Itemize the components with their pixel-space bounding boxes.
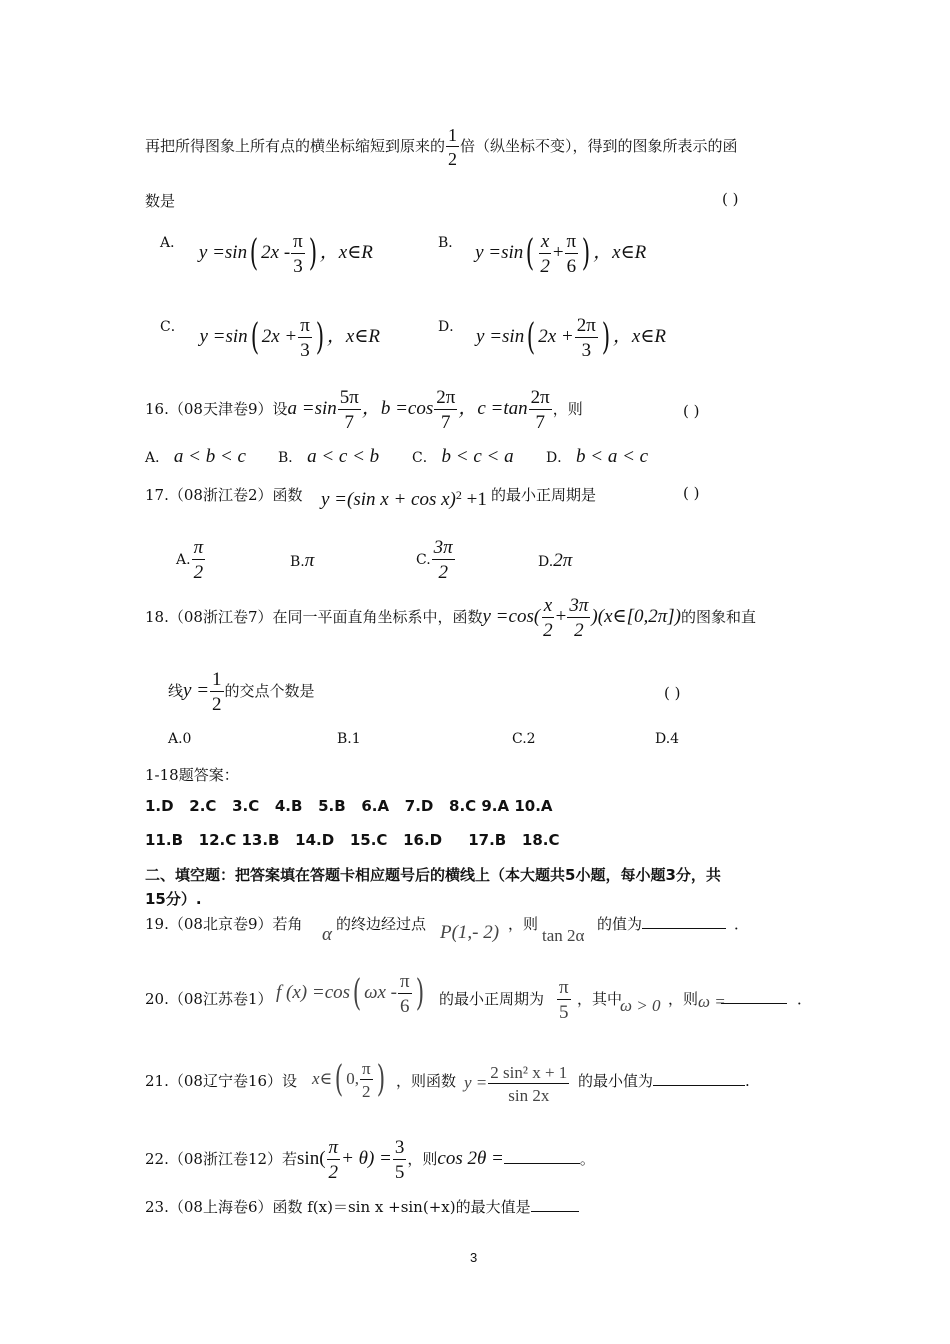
intro-text-2: 倍（纵坐标不变），得到的图象所表示的函	[460, 137, 738, 155]
q20-stem: 20.（08江苏卷1）	[145, 990, 273, 1008]
q20-then: ，则	[668, 990, 699, 1008]
answers-row-2: 11.B 12.C 13.B 14.D 15.C 16.D 17.B 18.C	[145, 831, 560, 849]
section-2-heading: 二、填空题：把答案填在答题卡相应题号后的横线上（本大题共5小题，每小题3分，共	[145, 866, 721, 884]
q15-option-c: C． y =sin( 2x + $\frac{\pi}{3}$ ) ，x∈R	[160, 315, 380, 361]
q18-option-d: D.4	[655, 731, 680, 747]
q21-mid: ，则函数	[396, 1072, 457, 1090]
q17-expression: y =(sin x + cos x)$^2$ +1	[321, 488, 487, 510]
q15-option-b: B． y =sin( $\frac{x}{2}$ + $\frac{\pi}{6}$ ) ，x∈R	[438, 231, 647, 277]
intro-line-1	[145, 126, 738, 168]
q17-option-c: C. $\frac{3\pi}{2}$	[416, 537, 453, 583]
q17-option-b: B.π	[290, 550, 315, 571]
q18-option-c: C.2	[512, 731, 536, 747]
answer-paren: ( )	[722, 190, 739, 208]
q19-answer-blank[interactable]	[642, 914, 726, 929]
q17-paren: ( )	[683, 484, 700, 502]
q18-paren: ( )	[664, 684, 681, 702]
fraction-half: $\frac{1}{2}$	[448, 125, 458, 169]
q20-omega: ω =	[698, 992, 726, 1011]
q23-answer-blank[interactable]	[531, 1197, 579, 1212]
q18-option-a: A.0	[168, 731, 192, 747]
q16-paren: ( )	[683, 402, 700, 420]
q19-then: ，则	[508, 915, 539, 933]
q21-answer-blank[interactable]	[653, 1071, 745, 1086]
q16-option-d: D． b < a < c	[546, 446, 649, 467]
q17-stem: 17.（08浙江卷2）函数	[145, 486, 303, 504]
page-number: 3	[470, 1250, 478, 1265]
answers-row-1: 1.D 2.C 3.C 4.B 5.B 6.A 7.D 8.C 9.A 10.A	[145, 797, 553, 815]
q19-point: P(1,- 2)	[440, 922, 500, 943]
q21-stem: 21.（08辽宁卷16）设	[145, 1072, 298, 1090]
q18-option-b: B.1	[337, 731, 361, 747]
q20-function: f (x) =cos( ωx - $\frac{\pi}{6}$ )	[276, 971, 424, 1017]
section-2-heading-2: 15分）.	[145, 890, 202, 908]
answers-title: 1-18题答案：	[145, 766, 239, 784]
q22-answer-blank[interactable]	[504, 1149, 580, 1164]
q16-option-a: A． a < b < c	[145, 446, 246, 467]
q19-alpha: α	[322, 924, 332, 945]
q15-option-d: D． y =sin( 2x + $\frac{2\pi}{3}$ ) ，x∈R	[438, 315, 667, 361]
q17-tail: 的最小正周期是	[491, 486, 597, 504]
q23-stem: 23.（08上海卷6）函数 f(x)＝sin x +sin(+x)的最大值是	[145, 1196, 579, 1217]
q19-stem: 19.（08北京卷9）若角	[145, 915, 303, 933]
q18-line-2: 线y = $\frac{1}{2}$ 的交点个数是	[168, 669, 315, 715]
q16-option-c: C． b < c < a	[412, 446, 514, 467]
q17-option-d: D.2π	[538, 550, 573, 571]
q19-tan: tan 2α	[542, 926, 585, 945]
q16-stem: 16.（08天津卷9）设a =sin $\frac{5\pi}{7}$ ，b =cos $\frac{2\pi}{7}$ ，c =tan $\frac{2\pi}{7}$ ，则	[145, 387, 583, 433]
q20-condition: ω > 0	[620, 996, 661, 1015]
intro-line-2: 数是	[145, 192, 176, 210]
intro-text: 再把所得图象上所有点的横坐标缩短到原来的	[145, 137, 446, 155]
q18-stem: 18.（08浙江卷7）在同一平面直角坐标系中，函数y =cos( $\frac{x}{2}$ + $\frac{3\pi}{2}$ )(x∈[0,2π])的图象和直	[145, 595, 756, 641]
q15-option-a: A． y =sin( 2x - $\frac{\pi}{3}$ ) ，x∈R	[160, 231, 373, 277]
q20-answer-blank[interactable]	[721, 989, 787, 1004]
q19-tail: 的值为 ．	[597, 915, 750, 933]
q17-option-a: A. $\frac{\pi}{2}$	[176, 537, 204, 583]
q16-option-b: B． a < c < b	[278, 446, 380, 467]
q21-function: y = $\frac{\text{2 sin² x + 1}}{\sin 2x}$	[464, 1063, 568, 1105]
q21-interval: x∈( 0, $\frac{\pi}{2}$ )	[312, 1059, 385, 1101]
q20-mid: 的最小正周期为	[439, 990, 545, 1008]
q22-stem: 22.（08浙江卷12）若sin( $\frac{\pi}{2}$ + θ) = $\frac{3}{5}$ ，则cos 2θ = 。	[145, 1137, 595, 1183]
q20-answer: ．	[721, 988, 812, 1009]
q20-period: $\frac{\pi}{5}$	[559, 977, 569, 1023]
q20-mid2: ，其中	[577, 990, 623, 1008]
q21-tail: 的最小值为 .	[578, 1072, 750, 1090]
q19-mid: 的终边经过点	[336, 915, 427, 933]
